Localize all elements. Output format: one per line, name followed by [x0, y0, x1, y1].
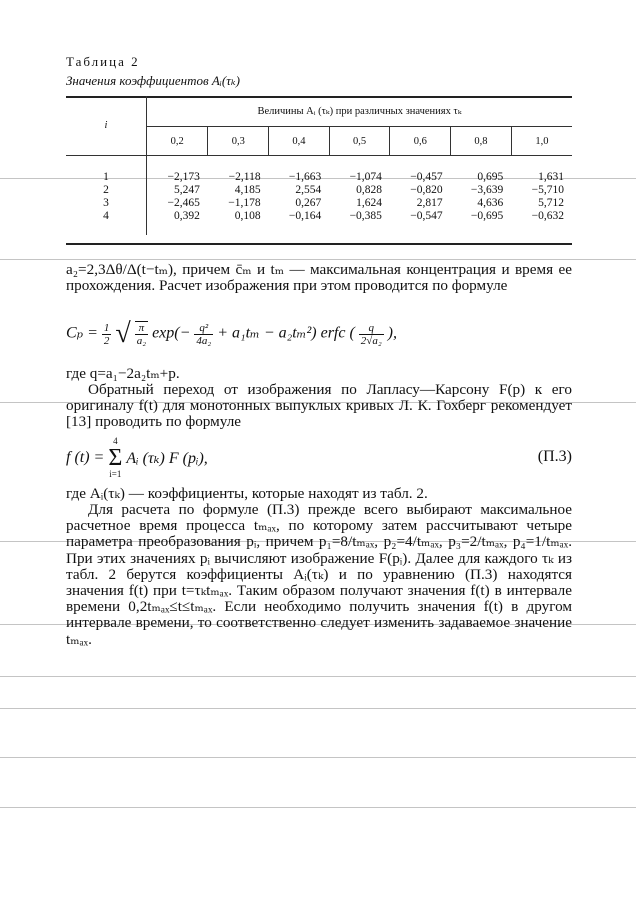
- table-row: [66, 210, 572, 235]
- table-cell: 1,624: [356, 197, 382, 209]
- table-cell: 4,636: [477, 197, 504, 209]
- equation-number: (П.3): [537, 448, 572, 465]
- table-cell: −2,465: [167, 197, 200, 209]
- frac-num: q: [359, 322, 384, 335]
- ruled-line: [0, 757, 636, 758]
- tau-header-cell: 0,3: [208, 127, 269, 156]
- tau-header-cell: 0,6: [390, 127, 451, 156]
- table-cell: −1,663: [288, 171, 322, 183]
- frac-num: π: [135, 322, 148, 335]
- row-index-cell: 4: [66, 210, 147, 235]
- sigma-icon: Σ: [108, 445, 123, 471]
- table-cell: 4,185: [234, 184, 261, 196]
- tau-header-cell: 0,5: [329, 127, 390, 156]
- ruled-line: [0, 708, 636, 709]
- frac-den: 4a₂: [196, 334, 212, 347]
- row-index-cell: 2: [66, 184, 147, 197]
- tau-header-cell: 1,0: [511, 127, 572, 156]
- group-header: Величины Aᵢ (τₖ) при различных значениях τₖ: [147, 96, 573, 127]
- table-cell: −0,164: [288, 210, 322, 222]
- table-cell: 0,392: [174, 210, 200, 222]
- paragraph-text: Обратный переход от изображения по Лапласу—Карсону F(p) к его оригиналу f(t) для монотонных выпуклых кривых Л. К. Гохберг рекомендует [13] проводить по формуле: [66, 381, 572, 431]
- frac-num: q²: [194, 322, 213, 335]
- frac-num: 1: [103, 321, 110, 334]
- fraction-erfc: [359, 322, 384, 347]
- fraction-q2: [194, 322, 213, 347]
- row-index-header: i: [66, 96, 147, 156]
- table-cell: 1,631: [538, 171, 564, 183]
- paragraph-text: где q=a₁−2a₂tₘ+p.: [66, 365, 180, 382]
- ruled-line: [0, 676, 636, 677]
- table-cell: 2,554: [295, 184, 322, 196]
- table-bottom-rule: [66, 243, 572, 245]
- table-cell: −5,710: [531, 184, 564, 196]
- table-row: [66, 156, 572, 185]
- paragraph-text: Для расчета по формуле (П.3) прежде всего выбирают максимальное расчетное время процесса tₘₐₓ, по которому затем рассчитывают четыре параметра преобразования pᵢ, причем p₁=8/tₘₐₓ, p₂=4/tₘₐₓ, p₃=2/tₘₐₓ, p₄=1/tₘₐₓ. При этих значениях pᵢ вычисляют изображение F(pᵢ). Далее для каждого τₖ из табл. 2 берутся коэффициенты Aᵢ(τₖ) и по уравнению (П.3) находятся значения f(t) при t=τₖtₘₐₓ. Таким образом получают значения f(t) в интервале времени 0,2tₘₐₓ≤t≤tₘₐₓ. Если необходимо получить значения f(t) в другом интервале времени, то соответственно следует изменить задаваемое значение tₘₐₓ.: [66, 501, 572, 648]
- frac-den: a₂: [136, 335, 147, 347]
- paragraph-text: где Aᵢ(τₖ) — коэффициенты, которые находят из табл. 2.: [66, 485, 428, 502]
- formula-exp: exp(−: [152, 324, 191, 342]
- formula-tail: ),: [387, 324, 397, 342]
- table-cell: −0,547: [410, 210, 443, 222]
- row-index-cell: 1: [66, 156, 147, 185]
- table-cell: 0,267: [295, 197, 322, 209]
- paragraph-a2-definition: [66, 262, 572, 294]
- sum-upper-limit: 4: [113, 436, 118, 446]
- formula-lhs: f (t) =: [66, 449, 105, 466]
- paragraph-inverse-transform: [66, 382, 572, 431]
- table-row: [66, 184, 572, 197]
- table-cell: −0,457: [410, 171, 443, 183]
- row-index-cell: 3: [66, 197, 147, 210]
- paragraph-where-q: [66, 366, 572, 382]
- table-cell: 5,712: [538, 197, 564, 209]
- tau-header-cell: 0,2: [147, 127, 208, 156]
- tau-header-cell: 0,8: [451, 127, 512, 156]
- table-cell: −1,178: [228, 197, 261, 209]
- fraction-half: [102, 322, 112, 347]
- sum-lower-limit: i=1: [109, 469, 122, 479]
- table-cell: −0,820: [410, 184, 443, 196]
- table-cell: 0,828: [356, 184, 382, 196]
- table-cell: 5,247: [174, 184, 200, 196]
- table-cell: −2,173: [167, 171, 200, 183]
- formula-lhs: Cₚ =: [66, 324, 98, 342]
- table-cell: 0,695: [477, 171, 504, 183]
- frac-den: 2√a₂: [360, 334, 382, 347]
- formula-p3: [66, 436, 572, 486]
- paragraph-coefficients-note: [66, 486, 572, 502]
- table-cell: −2,118: [228, 171, 261, 183]
- table-cell: −0,385: [349, 210, 382, 222]
- table-cell: 0,108: [234, 210, 261, 222]
- formula-middle: + a₁tₘ − a₂tₘ²) erfc (: [217, 324, 355, 342]
- table-row: [66, 197, 572, 210]
- sqrt-symbol: √: [115, 318, 131, 349]
- paragraph-calculation: [66, 502, 572, 648]
- table-cell: 2,817: [416, 197, 443, 209]
- table-cell: −0,695: [470, 210, 504, 222]
- formula-cp: [66, 318, 572, 362]
- table-cell: −0,632: [531, 210, 564, 222]
- table-cell: −3,639: [470, 184, 504, 196]
- paragraph-text: a₂=2,3Δθ/Δ(t−tₘ), причем c̄ₘ и tₘ — максимальная концентрация и время ее прохождения. Расчет изображения при этом проводится по формуле: [66, 261, 572, 295]
- formula-rhs: Aᵢ (τₖ) F (pᵢ),: [126, 450, 208, 467]
- ruled-line: [0, 807, 636, 808]
- table-cell: −1,074: [349, 171, 382, 183]
- ruled-line: [0, 259, 636, 260]
- tau-header-cell: 0,4: [269, 127, 330, 156]
- coefficients-table: [66, 96, 572, 235]
- fraction-pi-a2: [135, 321, 148, 347]
- frac-den: 2: [103, 334, 110, 347]
- table-label: Таблица 2: [66, 54, 140, 69]
- summation-symbol: [108, 436, 122, 480]
- table-title: Значения коэффициентов Aᵢ(τₖ): [66, 73, 240, 88]
